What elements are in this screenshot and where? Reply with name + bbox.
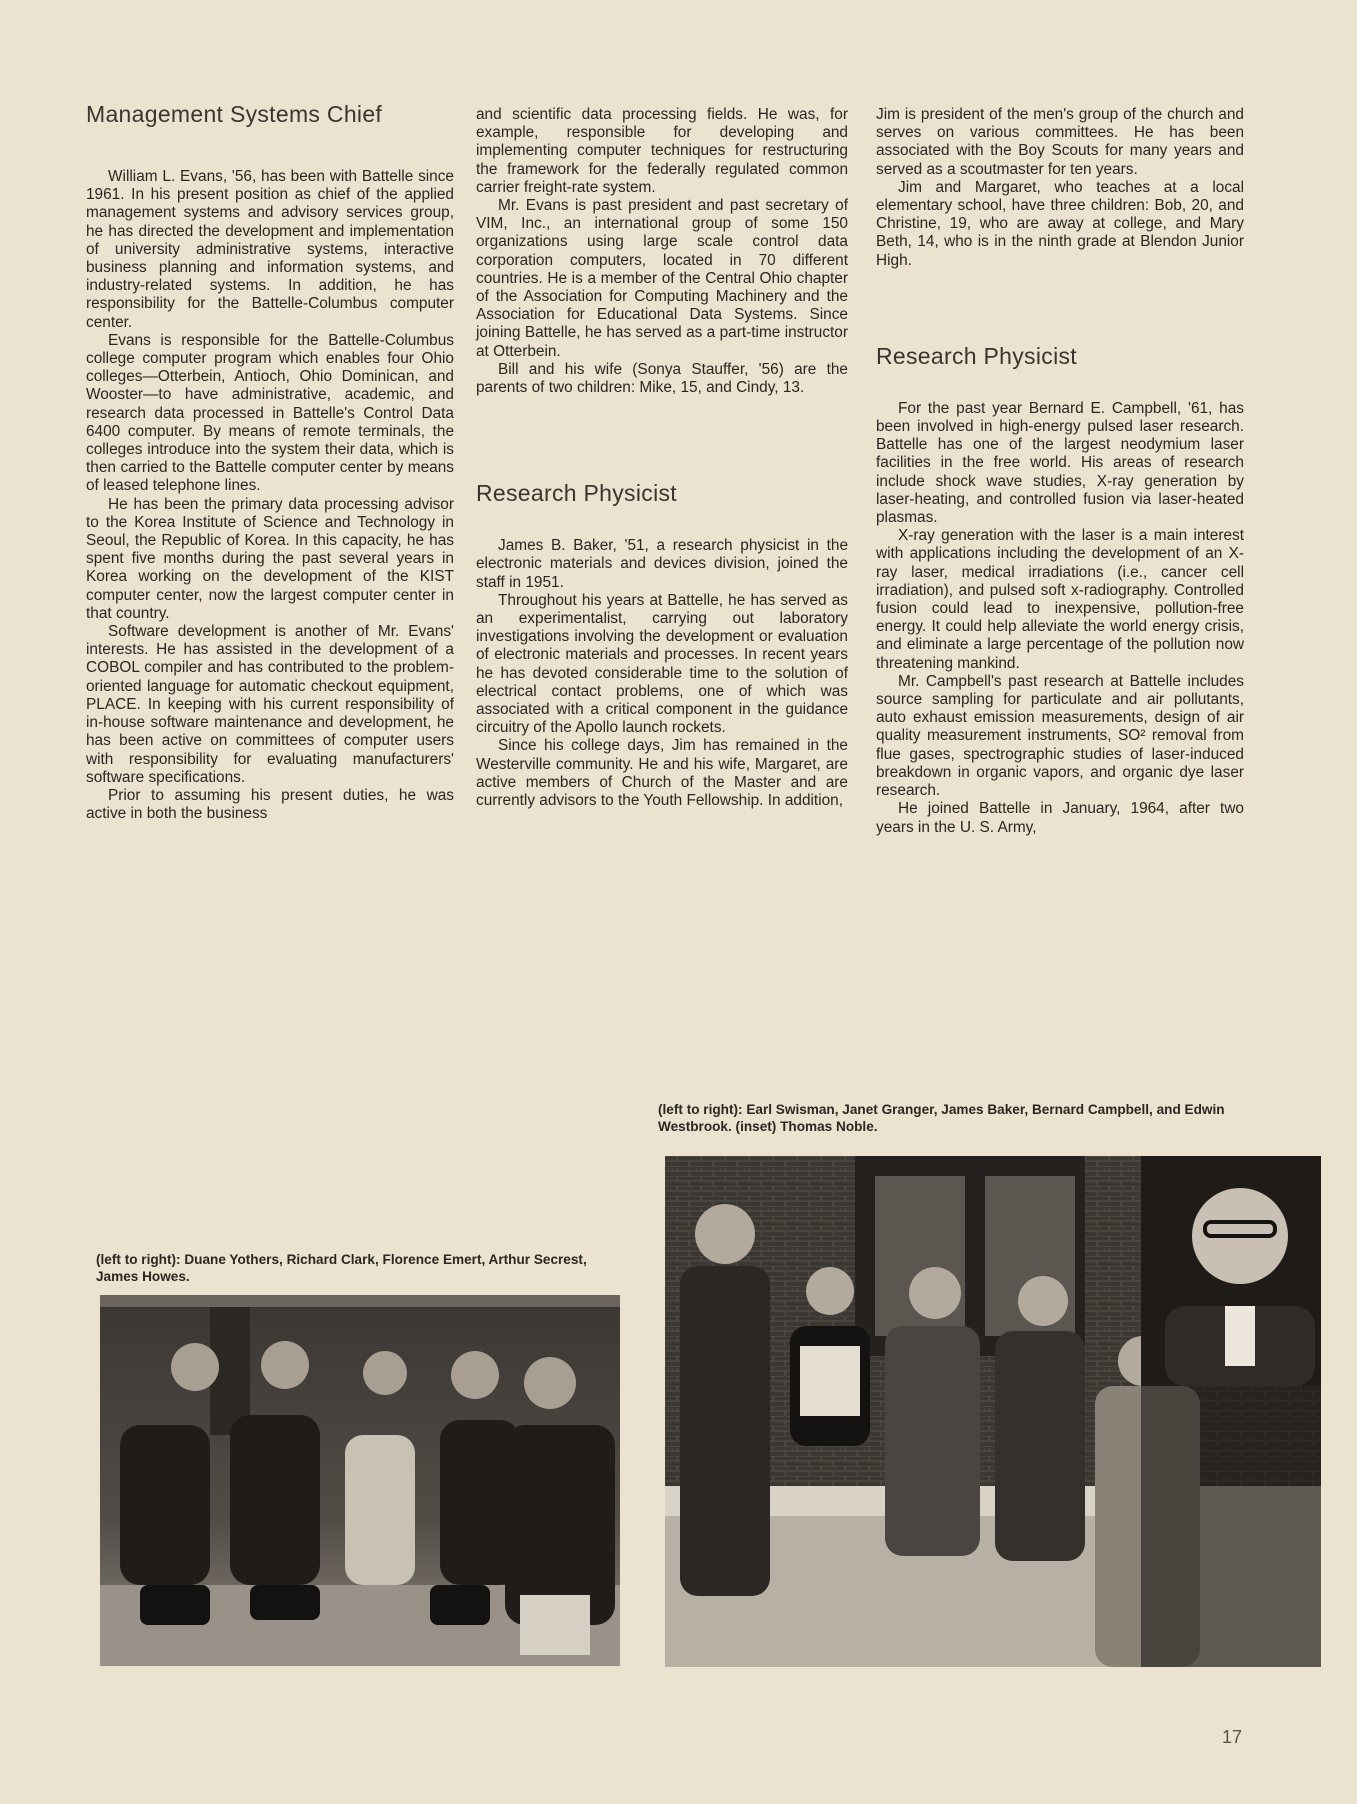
column-2 bbox=[476, 106, 848, 810]
paragraph: Throughout his years at Battelle, he has served as an experimentalist, carrying out laboratory investigations involving the development or evaluation of electronic materials and processes. In recent years he has devoted considerable time to the solution of electrical contact problems, one of which was associated with a critical component in the guidance circuitry of the Apollo launch rockets. bbox=[476, 591, 848, 737]
paragraph: James B. Baker, '51, a research physicist in the electronic materials and devices division, joined the staff in 1951. bbox=[476, 537, 848, 591]
group-photo-left-image bbox=[100, 1295, 620, 1666]
heading-research-physicist-baker: Research Physicist bbox=[476, 480, 677, 507]
paragraph: Jim and Margaret, who teaches at a local elementary school, have three children: Bob, 20, and Christine, 19, who are away at college, and Mary Beth, 14, who is in the ninth grade at Blendon Junior High. bbox=[876, 178, 1244, 269]
paragraph: He joined Battelle in January, 1964, after two years in the U. S. Army, bbox=[876, 800, 1244, 836]
group-photo-left bbox=[100, 1295, 620, 1666]
paragraph: William L. Evans, '56, has been with Battelle since 1961. In his present position as chief of the applied management systems and advisory services group, he has directed the development and implementation of university administrative systems, interactive business planning and information systems, and industry-related systems. In addition, he has responsibility for the Battelle-Columbus computer center. bbox=[86, 168, 454, 331]
paragraph: Mr. Campbell's past research at Battelle includes source sampling for particulate and air pollutants, auto exhaust emission measurements, design of air quality measurement instruments, SO² removal from flue gases, spectrographic studies of laser-induced breakdown in organic vapors, and organic dye laser research. bbox=[876, 672, 1244, 800]
column-1 bbox=[86, 100, 454, 823]
paragraph: X-ray generation with the laser is a main interest with applications including the development of an X-ray laser, medical irradiations (i.e., cancer cell irradiation), and pulsed soft x-radiography. Controlled fusion could lead to inexpensive, pollution-free energy. It could help alleviate the world energy crisis, and eliminate a large percentage of the pollution now threatening mankind. bbox=[876, 527, 1244, 672]
page-number: 17 bbox=[1222, 1727, 1243, 1747]
group-photo-right-image bbox=[665, 1156, 1321, 1667]
paragraph: Since his college days, Jim has remained in the Westerville community. He and his wife, Margaret, are active members of Church of the Master and are currently advisors to the Youth Fellowship. In addition, bbox=[476, 737, 848, 810]
heading-management-systems-chief: Management Systems Chief bbox=[86, 101, 383, 127]
paragraph: Jim is president of the men's group of the church and serves on various committees. He has been associated with the Boy Scouts for many years and served as a scoutmaster for ten years. bbox=[876, 106, 1244, 178]
paragraph: He has been the primary data processing advisor to the Korea Institute of Science and Technology in Seoul, the Republic of Korea. In this capacity, he has spent five months during the past several years in Korea working on the development of the KIST computer center, now the largest computer center in that country. bbox=[86, 495, 454, 622]
column-3 bbox=[876, 106, 1244, 837]
paragraph: Evans is responsible for the Battelle-Columbus college computer program which enables four Ohio colleges—Otterbein, Antioch, Ohio Dominican, and Wooster—to have administrative, academic, and research data processed in Battelle's Control Data 6400 computer. By means of remote terminals, the colleges introduce into the system their data, which is then carried to the Battelle computer center by means of leased telephone lines. bbox=[86, 331, 454, 495]
photo-caption-right: (left to right): Earl Swisman, Janet Granger, James Baker, Bernard Campbell, and Edwin Westbrook. (inset) Thomas Noble. bbox=[658, 1102, 1225, 1134]
heading-research-physicist-campbell: Research Physicist bbox=[876, 342, 1077, 369]
paragraph: and scientific data processing fields. He was, for example, responsible for developing and implementing computer techniques for restructuring the framework for the federally regulated common carrier freight-rate system. bbox=[476, 106, 848, 196]
paragraph: Prior to assuming his present duties, he was active in both the business bbox=[86, 786, 454, 823]
paragraph: For the past year Bernard E. Campbell, '61, has been involved in high-energy pulsed laser research. Battelle has one of the largest neodymium laser facilities in the free world. His areas of research include shock wave studies, X-ray generation by laser-heating, and controlled fusion via laser-heated plasmas. bbox=[876, 399, 1244, 527]
paragraph: Mr. Evans is past president and past secretary of VIM, Inc., an international group of some 150 organizations using large scale control data corporation computers, located in 70 different countries. He is a member of the Central Ohio chapter of the Association for Computing Machinery and the Association for Educational Data Systems. Since joining Battelle, he has served as a part-time instructor at Otterbein. bbox=[476, 197, 848, 360]
paragraph: Software development is another of Mr. Evans' interests. He has assisted in the development of a COBOL compiler and has contributed to the problem-oriented language for automatic checkout equipment, PLACE. In keeping with his current responsibility of in-house software maintenance and development, he has been active on committees of computer users with responsibility for evaluating manufacturers' software specifications. bbox=[86, 623, 454, 786]
group-photo-right bbox=[665, 1156, 1321, 1667]
paragraph: Bill and his wife (Sonya Stauffer, '56) are the parents of two children: Mike, 15, and Cindy, 13. bbox=[476, 360, 848, 397]
photo-caption-left: (left to right): Duane Yothers, Richard Clark, Florence Emert, Arthur Secrest, James Howes. bbox=[96, 1252, 587, 1284]
